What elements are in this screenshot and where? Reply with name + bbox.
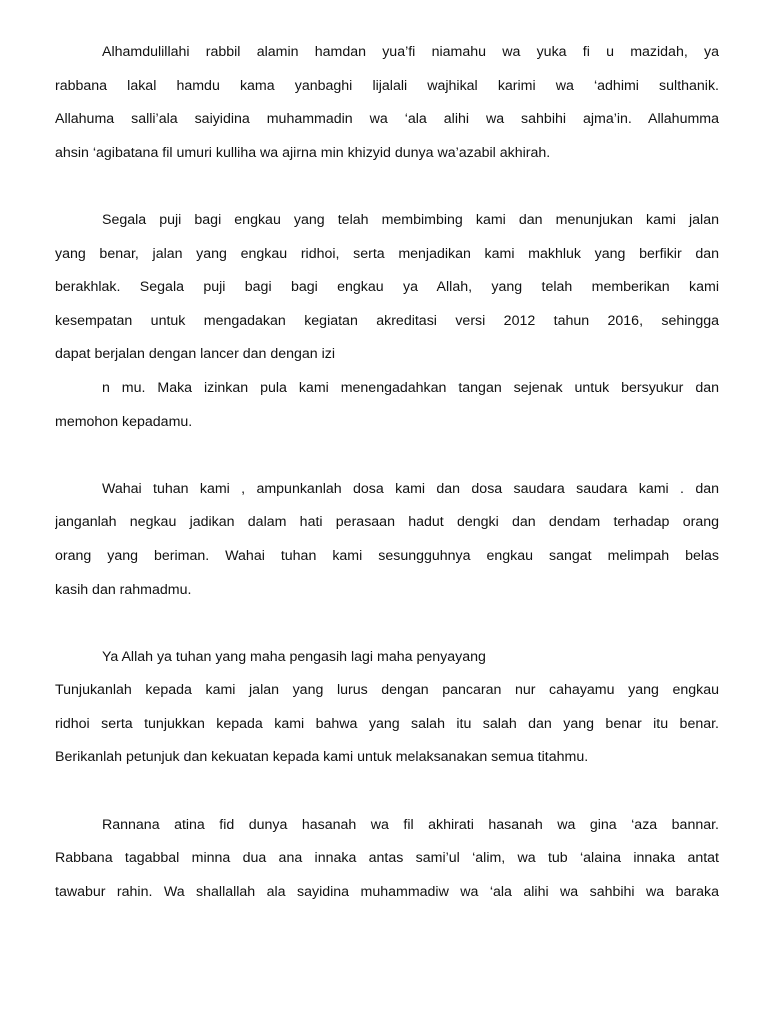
text-line: Ya Allah ya tuhan yang maha pengasih lagi maha penyayang: [102, 648, 486, 665]
text-line: Wahai tuhan kami , ampunkanlah dosa kami dan dosa saudara saudara kami . dan: [102, 480, 719, 497]
text-line: berakhlak. Segala puji bagi bagi engkau ya Allah, yang telah memberikan kami: [55, 279, 719, 296]
text-line: rabbana lakal hamdu kama yanbaghi lijalali wajhikal karimi wa ‘adhimi sulthanik.: [55, 77, 719, 94]
text-line: dapat berjalan dengan lancer dan dengan izi: [55, 346, 336, 363]
document-page: [55, 36, 719, 909]
text-line: Rannana atina fid dunya hasanah wa fil akhirati hasanah wa gina ‘aza bannar.: [102, 816, 719, 833]
paragraph-gap: [55, 775, 719, 809]
text-line: Berikanlah petunjuk dan kekuatan kepada kami untuk melaksanakan semua titahmu.: [55, 749, 589, 766]
text-line: n mu. Maka izinkan pula kami menengadahkan tangan sejenak untuk bersyukur dan: [102, 379, 719, 396]
text-line: kesempatan untuk mengadakan kegiatan akreditasi versi 2012 tahun 2016, sehingga: [55, 312, 719, 329]
text-line: Rabbana tagabbal minna dua ana innaka antas sami’ul ‘alim, wa tub ‘alaina innaka antat: [55, 850, 719, 867]
text-line: Tunjukanlah kepada kami jalan yang lurus dengan pancaran nur cahayamu yang engkau: [55, 682, 719, 699]
paragraph-gap: [55, 170, 719, 204]
paragraph-opening-prayer: [55, 36, 719, 170]
text-line: Alhamdulillahi rabbil alamin hamdan yua’fi niamahu wa yuka fi u mazidah, ya: [102, 44, 719, 60]
text-line: Segala puji bagi engkau yang telah membimbing kami dan menunjukan kami jalan: [102, 211, 719, 228]
text-line: Allahuma salli’ala saiyidina muhammadin wa ‘ala alihi wa sahbihi ajma’in. Allahumma: [55, 111, 719, 128]
text-line: janganlah negkau jadikan dalam hati perasaan hadut dengki dan dendam terhadap orang: [55, 514, 719, 531]
paragraph-praise: [55, 204, 719, 439]
text-line: orang yang beriman. Wahai tuhan kami sesungguhnya engkau sangat melimpah belas: [55, 547, 719, 564]
paragraph-gap: [55, 439, 719, 473]
text-line: kasih dan rahmadmu.: [55, 581, 192, 598]
text-line: memohon kepadamu.: [55, 413, 193, 430]
text-line: tawabur rahin. Wa shallallah ala sayidina muhammadiw wa ‘ala alihi wa sahbihi wa baraka: [55, 883, 719, 900]
paragraph-gap: [55, 607, 719, 641]
paragraph-closing-prayer: [55, 809, 719, 910]
text-line: ridhoi serta tunjukkan kepada kami bahwa yang salah itu salah dan yang benar itu benar.: [55, 715, 719, 732]
text-line: yang benar, jalan yang engkau ridhoi, serta menjadikan kami makhluk yang berfikir dan: [55, 245, 719, 262]
paragraph-forgiveness: [55, 473, 719, 607]
paragraph-guidance: [55, 641, 719, 775]
text-line: ahsin ‘agibatana fil umuri kulliha wa ajirna min khizyid dunya wa’azabil akhirah.: [55, 144, 551, 161]
